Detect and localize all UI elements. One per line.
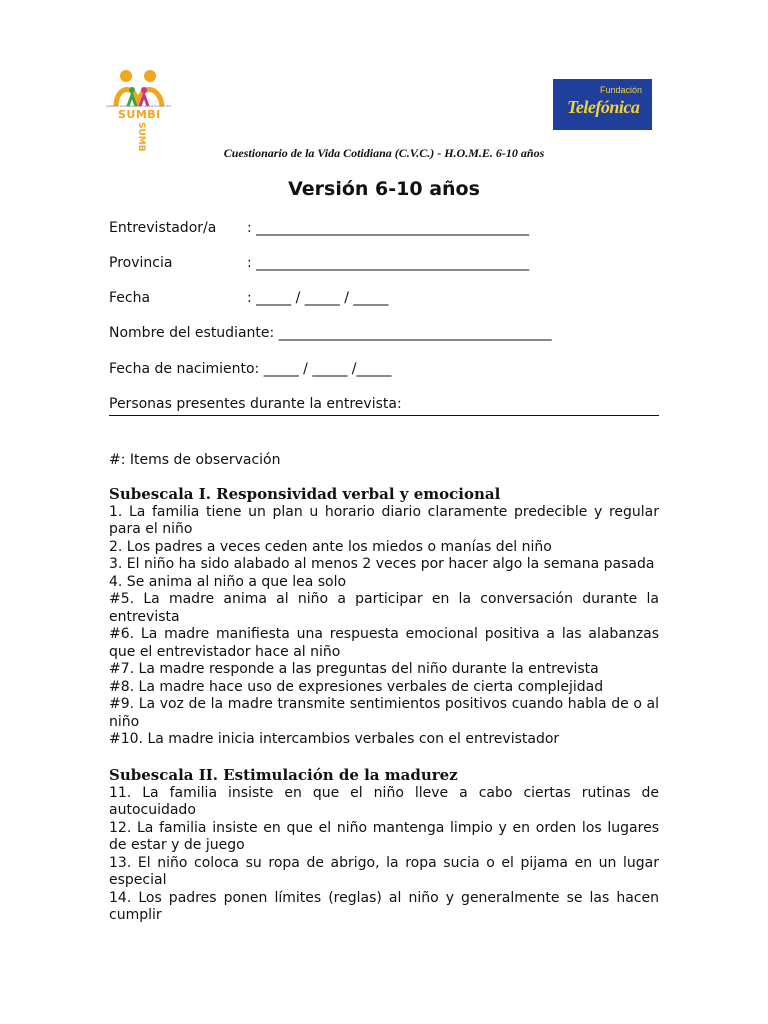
field-label: Personas presentes durante la entrevista: xyxy=(109,396,402,412)
field-personas-presentes[interactable] xyxy=(109,396,402,412)
field-blank[interactable]: : _______________________________________ xyxy=(247,255,530,271)
sumbi-logo xyxy=(106,68,178,150)
section-subescala-1 xyxy=(109,486,659,749)
list-item: 1. La familia tiene un plan u horario diario claramente predecible y regular para el niño xyxy=(109,503,659,537)
field-label: Nombre del estudiante: _______________________________________ xyxy=(109,325,552,341)
list-item: 2. Los padres a veces ceden ante los miedos o manías del niño xyxy=(109,538,552,555)
field-fecha xyxy=(109,290,389,306)
list-item: #8. La madre hace uso de expresiones verbales de cierta complejidad xyxy=(109,678,604,695)
section-heading: Subescala I. Responsividad verbal y emocional xyxy=(109,485,501,503)
field-provincia xyxy=(109,255,530,271)
field-blank[interactable]: : _______________________________________ xyxy=(247,220,530,236)
logo-line2: Telefónica xyxy=(567,97,640,117)
list-item: 12. La familia insiste en que el niño mantenga limpio y en orden los lugares de estar y de juego xyxy=(109,819,659,853)
list-item: #6. La madre manifiesta una respuesta emocional positiva a las alabanzas que el entrevistador hace al niño xyxy=(109,626,659,660)
field-label: Fecha de nacimiento: _____ / _____ /_____ xyxy=(109,361,392,377)
section-subescala-2 xyxy=(109,767,659,925)
logo-wordmark: SUMBI xyxy=(118,108,161,121)
logo-tagline: Systems Universal Multicultural Primary Ed. xyxy=(106,104,172,108)
field-blank[interactable]: : _____ / _____ / _____ xyxy=(247,290,389,306)
field-fecha-nacimiento[interactable] xyxy=(109,361,392,377)
logo-vertical-wordmark: SUMB xyxy=(136,122,146,152)
field-label: Fecha xyxy=(109,290,151,306)
fundacion-telefonica-logo xyxy=(553,79,652,130)
list-item: #10. La madre inicia intercambios verbales con el entrevistador xyxy=(109,731,560,747)
field-nombre-estudiante[interactable] xyxy=(109,325,552,341)
legend xyxy=(109,452,659,470)
list-item: #5. La madre anima al niño a participar en la conversación durante la entrevista xyxy=(109,591,659,625)
document-header-title: Cuestionario de la Vida Cotidiana (C.V.C.) - H.O.M.E. 6-10 años xyxy=(223,146,545,160)
logo-line1: Fundación xyxy=(599,85,642,95)
field-label: Entrevistador/a xyxy=(109,220,217,236)
field-label: Provincia xyxy=(109,255,173,271)
section-heading: Subescala II. Estimulación de la madurez xyxy=(109,766,458,784)
list-item: 11. La familia insiste en que el niño lleve a cabo ciertas rutinas de autocuidado xyxy=(109,784,659,818)
list-item: #9. La voz de la madre transmite sentimientos positivos cuando habla de o al niño xyxy=(109,696,659,730)
list-item: 3. El niño ha sido alabado al menos 2 veces por hacer algo la semana pasada xyxy=(109,556,655,572)
list-item: 14. Los padres ponen límites (reglas) al niño y generalmente se las hacen cumplir xyxy=(109,889,659,923)
answer-underline xyxy=(109,415,659,416)
list-item: 4. Se anima al niño a que lea solo xyxy=(109,573,347,590)
list-item: #7. La madre responde a las preguntas del niño durante la entrevista xyxy=(109,661,599,677)
family-figures-icon xyxy=(112,68,172,108)
field-entrevistador xyxy=(109,220,530,236)
version-title: Versión 6-10 años xyxy=(288,178,480,200)
legend-text: #: Items de observación xyxy=(109,452,281,468)
list-item: 13. El niño coloca su ropa de abrigo, la ropa sucia o el pijama en un lugar especial xyxy=(109,854,659,888)
